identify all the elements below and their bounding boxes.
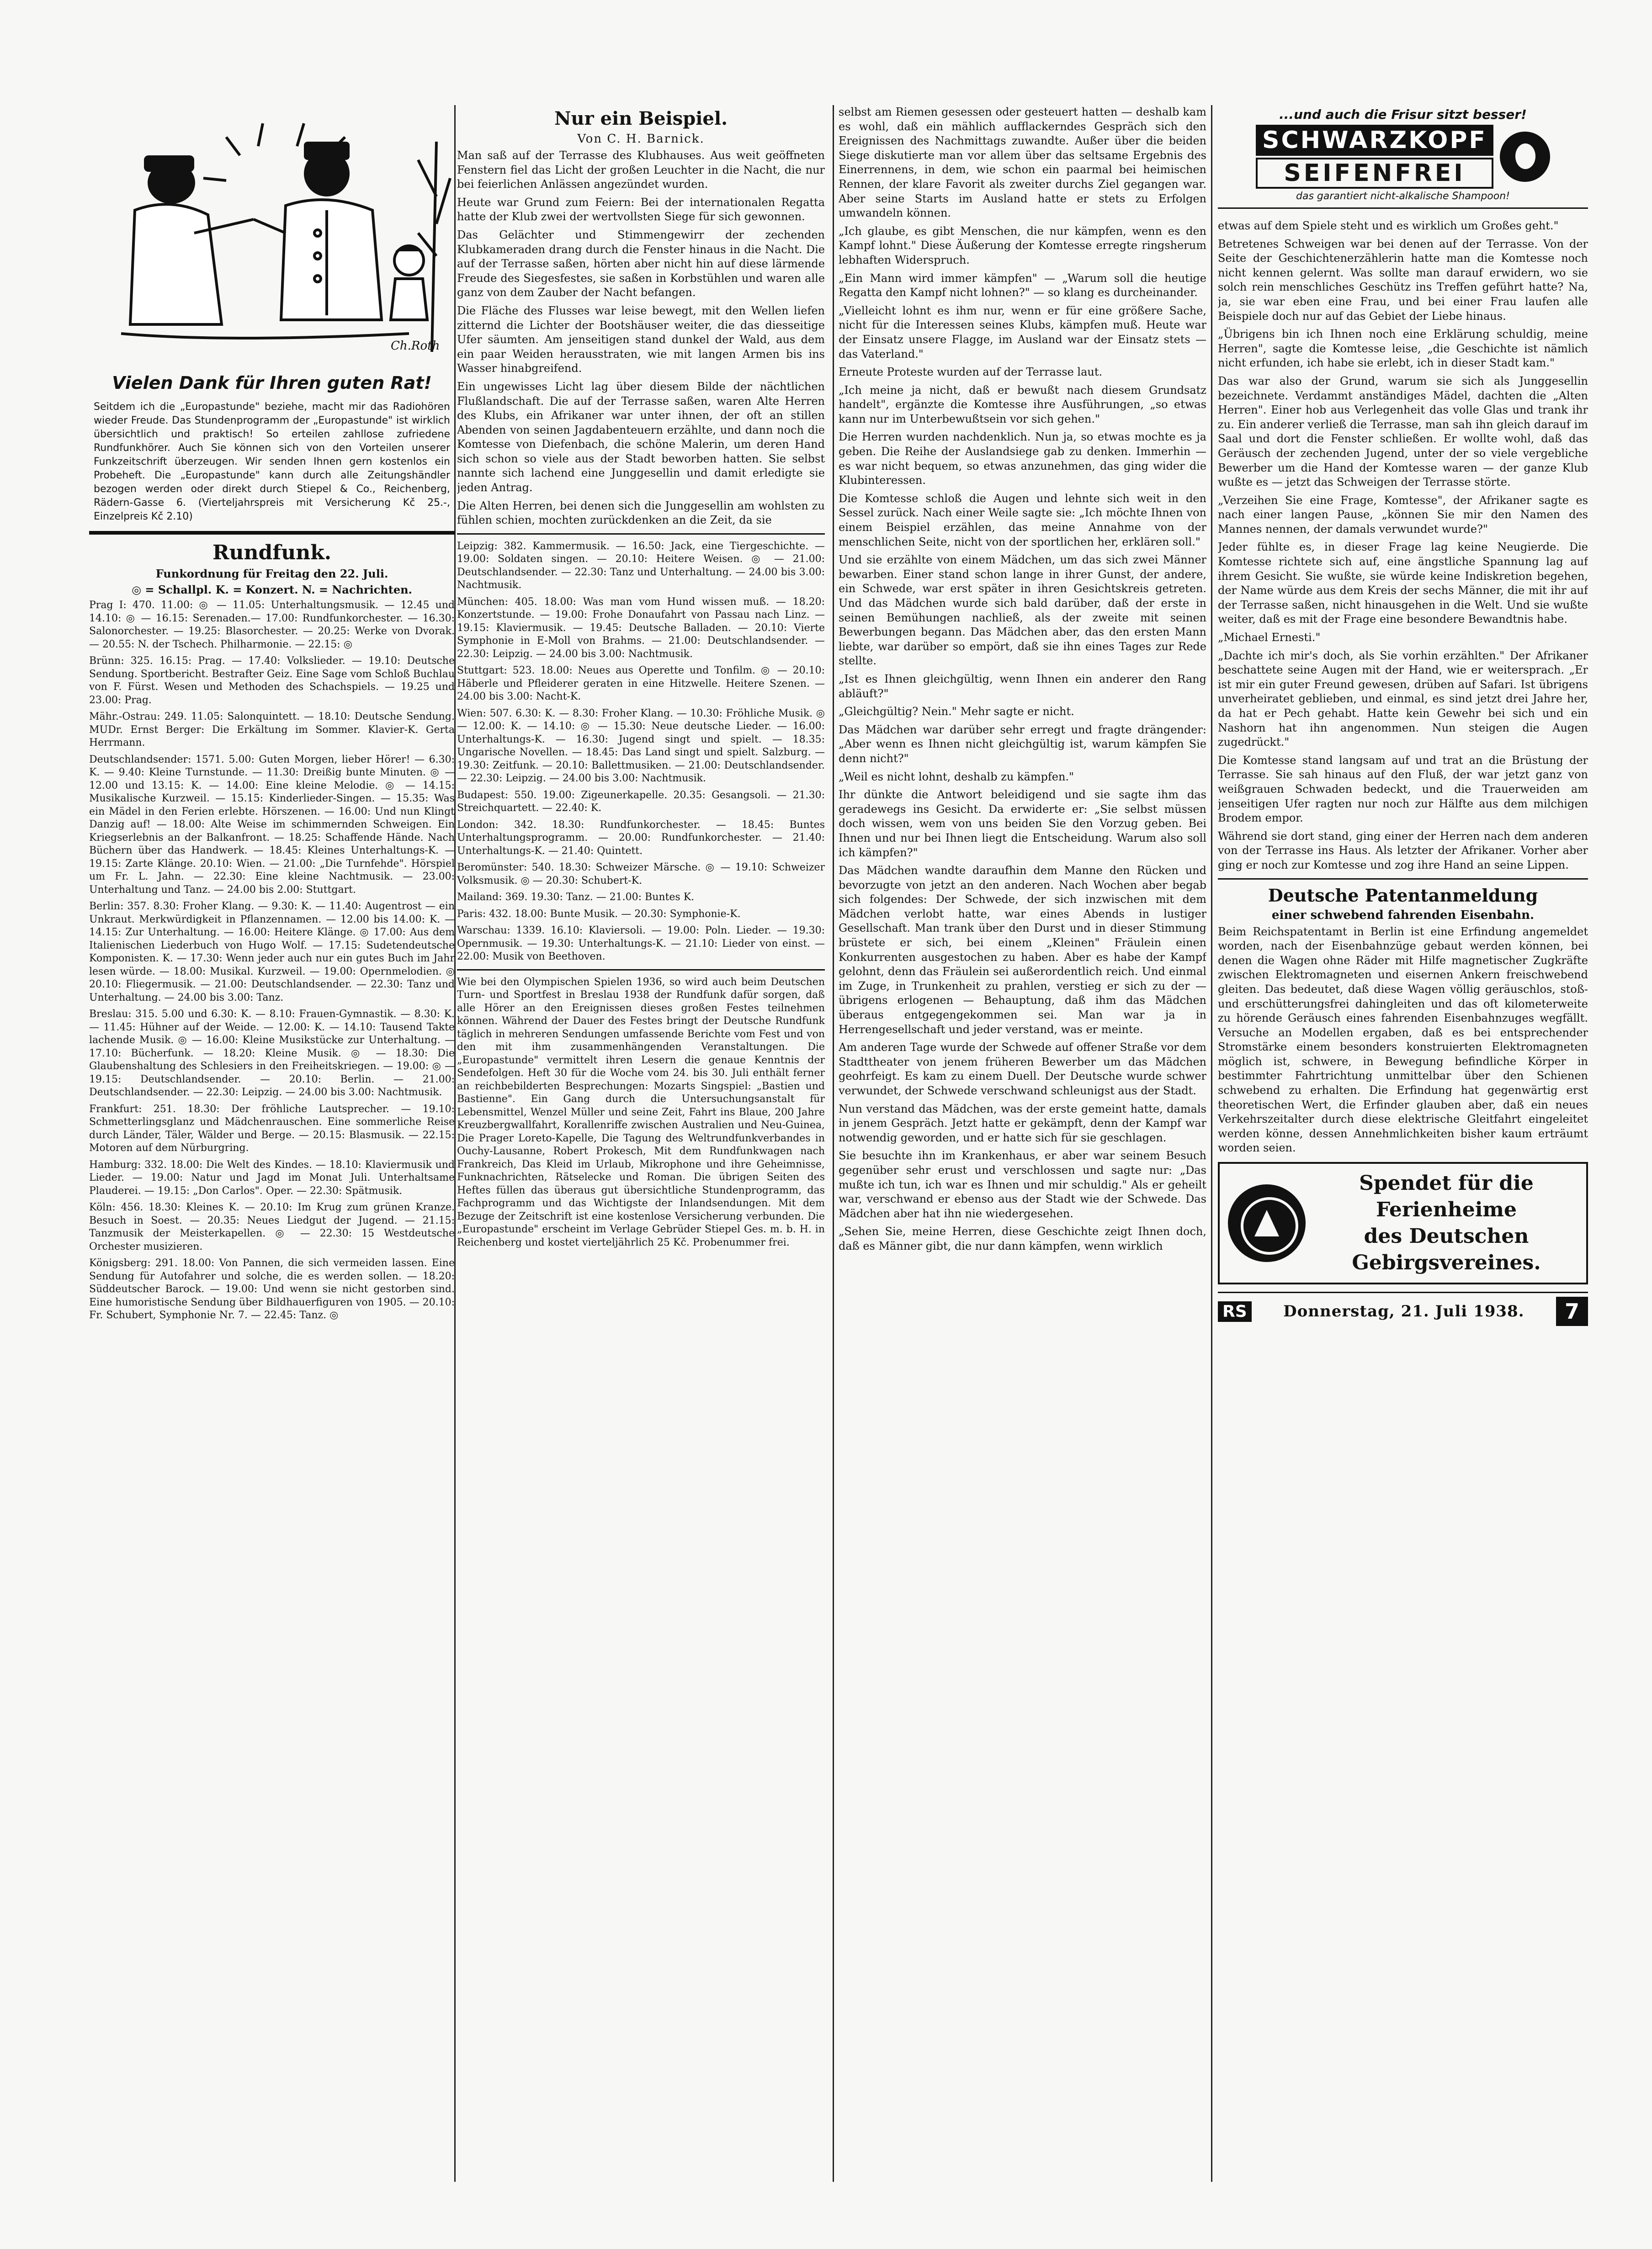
radio-entry-london: London: 342. 18.30: Rundfunkorchester. — 18.45: Buntes Unterhaltungsprogramm. — 20.00: Rundfunkorchester. — 21.40: Unterhaltungs-K. — 21.40: Quintett.	[457, 819, 825, 857]
story-paragraph: „Gleichgültig? Nein." Mehr sagte er nicht.	[839, 705, 1074, 718]
footer-date: Donnerstag, 21. Juli 1938.	[1283, 1302, 1525, 1321]
radio-entry-leipzig: Leipzig: 382. Kammermusik. — 16.50: Jack, eine Tiergeschichte. — 19.00: Soldaten singen. — 20.10: Heitere Weisen. ◎ — 21.00: Deutschlandsender. — 22.30: Tanz und Unterhaltung. — 24.00 bis 3.00: Nachtmusik.	[457, 540, 825, 591]
story-paragraph: „Ich glaube, es gibt Menschen, die nur kämpfen, wenn es den Kampf lohnt." Diese Äußerung der Komtesse erregte ringsherum lebhaften Widerspruch.	[839, 224, 1206, 266]
story-paragraph: Am anderen Tage wurde der Schwede auf offener Straße vor dem Stadttheater von jenem früheren Bewerber um das Mädchen geohrfeigt. Es kam zu einem Duell. Der Deutsche wurde schwer verwundet, der Schwede verschwand schleunigst aus der Stadt.	[839, 1041, 1206, 1097]
page-number: 7	[1556, 1297, 1588, 1326]
story-paragraph: Die Komtesse stand langsam auf und trat an die Brüstung der Terrasse. Sie sah hinaus auf den Fluß, der war jetzt ganz von weißgrauen Schwaden bedeckt, und die Trauerweiden am jenseitigen Ufer ragten nur noch zur Hälfte aus dem milchigen Brodem empor.	[1218, 753, 1588, 825]
spendet-line1: Spendet für die	[1359, 1172, 1534, 1195]
radio-subtitle: Funkordnung für Freitag den 22. Juli.	[155, 567, 388, 580]
schwarzkopf-ad	[1218, 105, 1588, 219]
schwarzkopf-head-logo-icon	[1500, 132, 1550, 182]
story-paragraph: Heute war Grund zum Feiern: Bei der internationalen Regatta hatte der Klub zwei der wertvollsten Siege für sich gewonnen.	[457, 196, 825, 223]
story-paragraph: Ihr dünkte die Antwort beleidigend und sie sagte ihm das geradewegs ins Gesicht. Da erwiderte er: „Sie selbst müssen doch wissen, wem von uns beiden Sie den Vorzug geben. Bei Ihnen und nur bei Ihnen liegt die Entscheidung. Warum also soll ich kämpfen?"	[839, 788, 1206, 859]
column-4	[1218, 105, 1588, 2189]
radio-entry-breslau: Breslau: 315. 5.00 und 6.30: K. — 8.10: Frauen-Gymnastik. — 8.30: K. — 11.45: Hühner auf der Weide. — 12.00: K. — 14.10: Tausend Takte lachende Musik. ◎ — 16.00: Kleine Musikstücke zur Unterhaltung. — 17.10: Bücherfunk. — 18.20: Kleine Musik. ◎ — 18.30: Die Glaubenshaltung des Schlesiers in den Freiheitskriegen. — 19.00: ◎ — 19.15: Deutschlandsender. — 20.10: Berlin. — 21.00: Deutschlandsender. — 22.30: Leipzig. — 24.00 bis 3.00: Nachtmusik.	[89, 1008, 455, 1098]
radio-entry-warschau: Warschau: 1339. 16.10: Klaviersoli. — 19.00: Poln. Lieder. — 19.30: Opernmusik. — 19.30: Unterhaltungs-K. — 21.10: Lieder von einst. — 22.00: Musik von Beethoven.	[457, 925, 825, 963]
story-paragraph: „Übrigens bin ich Ihnen noch eine Erklärung schuldig, meine Herren", sagte die Komtesse leise, „die Geschichte ist nämlich nicht erfunden, ich habe sie erlebt, ich in dieser Stadt kam."	[1218, 328, 1588, 370]
radio-entry-bruenn: Brünn: 325. 16.15: Prag. — 17.40: Volkslieder. — 19.10: Deutsche Sendung. Sportbericht. Bestrafter Geiz. Eine Sage vom Schloß Buchlau von F. Fürst. Wesen und Methoden des Schachspiels. — 19.25 und 23.00: Prag.	[89, 655, 455, 706]
story-paragraph: „Ist es Ihnen gleichgültig, wenn Ihnen ein anderer den Rang abläuft?"	[839, 672, 1206, 700]
story-paragraph: „Ich meine ja nicht, daß er bewußt nach diesem Grundsatz handelt", ergänzte die Komtesse ihre Ausführungen, „so etwas kann nur im Unterbewußtsein vor sich gehen."	[839, 383, 1206, 425]
radio-entry-frankfurt: Frankfurt: 251. 18.30: Der fröhliche Lautsprecher. — 19.10: Schmetterlingsglanz und Mädchenrauschen. Eine sommerliche Reise durch Länder, Täler, Wälder und Berge. — 20.15: Blasmusik. — 22.15: Motoren auf dem Nürburgring.	[89, 1103, 455, 1154]
illustration-signature: Ch.Roth	[391, 339, 440, 353]
radio-entry-koeln: Köln: 456. 18.30: Kleines K. — 20.10: Im Krug zum grünen Kranze. Besuch in Soest. — 20.35: Neues Liedgut der Jugend. — 21.15: Tanzmusik der Meisterkapellen. ◎ — 22.30: 15 Westdeutsche Orchester musizieren.	[89, 1202, 455, 1252]
story-paragraph: „Sehen Sie, meine Herren, diese Geschichte zeigt Ihnen doch, daß es Männer gibt, die nur dann kämpfen, wenn wirklich	[839, 1225, 1206, 1252]
ad-illustration	[89, 105, 455, 361]
radio-entry-mailand: Mailand: 369. 19.30: Tanz. — 21.00: Buntes K.	[457, 891, 695, 903]
story-paragraph: Das Mädchen war darüber sehr erregt und fragte drängender: „Aber wenn es Ihnen nicht gleichgültig ist, warum kämpfen Sie denn nicht?"	[839, 723, 1206, 765]
section-divider	[1218, 878, 1588, 880]
page-footer	[1218, 1292, 1588, 1326]
story-paragraph: „Weil es nicht lohnt, deshalb zu kämpfen."	[839, 770, 1074, 783]
patent-subtitle: einer schwebend fahrenden Eisenbahn.	[1271, 908, 1535, 922]
spendet-line3: des Deutschen	[1364, 1225, 1529, 1248]
radio-entry-wien: Wien: 507. 6.30: K. — 8.30: Froher Klang. — 10.30: Fröhliche Musik. ◎ — 12.00: K. — 14.10: ◎ — 15.30: Neue deutsche Lieder. — 16.00: Unterhaltungs-K. — 16.30: Jugend singt und spielt. — 18.35: Ungarische Novellen. — 18.45: Das Land singt und spielt. Salzburg. — 19.30: Zeitfunk. — 20.10: Ballettmusiken. — 21.00: Deutschlandsender. — 22.30: Leipzig. — 24.00 bis 3.00: Nachtmusik.	[457, 707, 825, 785]
radio-entry-paris: Paris: 432. 18.00: Bunte Musik. — 20.30: Symphonie-K.	[457, 908, 741, 920]
radio-entry-beromuenster: Beromünster: 540. 18.30: Schweizer Märsche. ◎ — 19.10: Schweizer Volksmusik. ◎ — 20.30: Schubert-K.	[457, 862, 825, 886]
section-divider	[89, 531, 455, 535]
ad-body: Seitdem ich die „Europastunde" beziehe, macht mir das Radiohören wieder Freude. Das Stundenprogramm der „Europastunde" ist wirklich übersichtlich und praktisch! So erteilen zahllose zufriedene Rundfunkhörer. Auch Sie können sich von den Vorteilen unserer Funkzeitschrift überzeugen. Wir senden Ihnen gern kostenlos ein Probeheft. Die „Europastunde" kann durch alle Zeitungshändler bezogen werden oder direkt durch Stiepel & Co., Reichenberg, Rädern-Gasse 6. (Vierteljahrspreis mit Versicherung Kč 25.-, Einzelpreis Kč 2.10)	[94, 401, 450, 522]
section-divider	[1218, 207, 1588, 209]
column-rule	[833, 105, 834, 2182]
spendet-line2: Ferienheime	[1376, 1198, 1517, 1222]
story-paragraph: Die Alten Herren, bei denen sich die Junggesellin am wohlsten zu fühlen schien, mochten zurückdenken an die Zeit, da sie	[457, 499, 825, 527]
radio-legend: ◎ = Schallpl. K. = Konzert. N. = Nachrichten.	[132, 583, 412, 596]
radio-entry-deutschlandsender: Deutschlandsender: 1571. 5.00: Guten Morgen, lieber Hörer! — 6.30: K. — 9.40: Kleine Turnstunde. — 11.30: Dreißig bunte Minuten. ◎ — 12.00 und 13.15: K. — 14.00: Eine kleine Melodie. ◎ — 14.15: Musikalische Kurzweil. — 15.15: Kinderlieder-Singen. — 15.35: Was ein Mädel in den Ferien erlebte. Hörszenen. — 16.00: Und nun Klingt Danzig auf! — 18.00: Alte Weise im schimmernden Schweigen. Ein Kriegserlebnis an der Balkanfront. — 18.25: Schaffende Hände. Nach Büchern über das Handwerk. — 18.45: Kleines Unterhaltungs-K. — 19.15: Zarte Klänge. 20.10: Wien. — 21.00: „Die Turnfehde". Hörspiel um Fr. L. Jahn. — 22.30: Eine kleine Nachtmusik. — 23.00: Unterhaltung und Tanz. — 24.00 bis 2.00: Stuttgart.	[89, 753, 455, 896]
radio-listeners-illustration	[89, 105, 455, 361]
radio-entry-ostrau: Mähr.-Ostrau: 249. 11.05: Salonquintett. — 18.10: Deutsche Sendung. MUDr. Ernst Berger: Die Erkältung im Sommer. Klavier-K. Gerta Herrmann.	[89, 711, 455, 748]
story-paragraph: Die Fläche des Flusses war leise bewegt, mit den Wellen liefen zitternd die Lichter der Bootshäuser weiter, die das diesseitige Ufer säumten. Am jenseitigen stand dunkel der Wald, aus dem ein paar Weiden herausstraten, wie mit langen Armen bis ins Wasser hinabgreifend.	[457, 304, 825, 375]
column-rule	[1211, 105, 1212, 2182]
story-paragraph: Betretenes Schweigen war bei denen auf der Terrasse. Von der Seite der Geschichtenerzählerin hatte man die Komtesse noch nicht kennen gelernt. Was sollte man darauf erwidern, wo sie solch rein menschliches Geschütz ins Treffen geführt hatte? Na, ja, sie war eben eine Frau, und bei einer Frau laufen alle Beispiele doch nur auf das Gebiet der Liebe hinaus.	[1218, 237, 1588, 323]
radio-title: Rundfunk.	[212, 541, 332, 564]
ad-headline: Vielen Dank für Ihren guten Rat!	[112, 373, 432, 393]
story-paragraph: Jeder fühlte es, in dieser Frage lag keine Neugierde. Die Komtesse richtete sich auf, eine ängstliche Spannung lag auf ihrem Gesicht. Sie wußte, sie würde keine Indiskretion begehen, der Name würde aus dem Kreis der sechs Männer, die mit ihr auf der Terrasse saßen, nicht hinausgehen in die Welt. Und sie wußte weiter, daß es mit der Frage eine besondere Bewandtnis habe.	[1218, 541, 1588, 626]
story-paragraph: Das Gelächter und Stimmengewirr der zechenden Klubkameraden drang durch die Fenster hinaus in die Nacht. Die auf der Terrasse saßen, hörten aber nicht hin auf diese lärmende Freude des Siegesfestes, sie saßen in Korbstühlen und waren alle ganz von dem Zauber der Nacht befangen.	[457, 228, 825, 299]
radio-entry-koenigsberg: Königsberg: 291. 18.00: Von Pannen, die sich vermeiden lassen. Eine Sendung für Autofahrer und solche, die es werden sollen. — 18.20: Süddeutscher Barock. — 19.00: Und wenn sie nicht gestorben sind. Eine humoristische Sendung über Bildhauerfiguren von 1905. — 20.10: Fr. Schubert, Symphonie Nr. 7. — 22.45: Tanz. ◎	[89, 1257, 455, 1321]
story-paragraph: Die Herren wurden nachdenklich. Nun ja, so etwas mochte es ja geben. Die Reihe der Auslandsiege gab zu denken. Immerhin — es war nicht bequem, so etwas anzunehmen, das ging wider die Klubinteressen.	[839, 430, 1206, 487]
spendet-line4: Gebirgsvereines.	[1352, 1251, 1541, 1275]
story-paragraph: Man saß auf der Terrasse des Klubhauses. Aus weit geöffneten Fenstern fiel das Licht der großen Leuchter in die Nacht, die nur bei feierlichen Anlässen angezündet wurden.	[457, 149, 825, 191]
story-paragraph: Die Komtesse schloß die Augen und lehnte sich weit in den Sessel zurück. Nach einer Weile sagte sie: „Ich möchte Ihnen von einem Beispiel erzählen, das meine Annahme von der menschlichen Seite, nicht von der sportlichen her, erklären soll."	[839, 492, 1206, 548]
story-title: Nur ein Beispiel.	[554, 108, 728, 129]
story-paragraph: Nun verstand das Mädchen, was der erste gemeint hatte, damals in jenem Gespräch. Jetzt hatte er gekämpft, denn der Kampf war notwendig geworden, und er hatte sich für sie geschlagen.	[839, 1102, 1206, 1144]
column-3	[839, 105, 1206, 2180]
column-1	[89, 105, 455, 1326]
story-paragraph: Erneute Proteste wurden auf der Terrasse laut.	[839, 366, 1103, 379]
story-paragraph: „Dachte ich mir's doch, als Sie vorhin erzählten." Der Afrikaner beschattete seine Augen mit der Hand, wie er weitersprach. „Er ist mir ein guter Freund gewesen, drüben auf Safari. Ist übrigens unverheiratet geblieben, und einmal, es sind jetzt drei Jahre her, da hat er Pech gehabt. Hatte kein Gewehr bei sich und ein Nashorn hat ihn angenommen. Nun steigen die Augen zugedrückt."	[1218, 649, 1588, 749]
schwarzkopf-sub: das garantiert nicht-alkalische Shampoon!	[1296, 191, 1510, 202]
schwarzkopf-brand: SCHWARZKOPF	[1256, 125, 1493, 156]
radio-entry-hamburg: Hamburg: 332. 18.00: Die Welt des Kindes. — 18.10: Klaviermusik und Lieder. — 19.00: Natur und Jagd im Monat Juli. Unterhaltsame Plauderei. — 19.15: „Don Carlos". Oper. — 22.30: Spätmusik.	[89, 1159, 455, 1197]
radio-entry-berlin: Berlin: 357. 8.30: Froher Klang. — 9.30: K. — 11.40: Augentrost — ein Unkraut. Merkwürdigkeit in Pflanzennamen. — 12.00 bis 14.00: K. — 14.15: Zur Unterhaltung. — 16.00: Heitere Klänge. ◎ 17.00: Aus dem Italienischen Liederbuch von Hugo Wolf. — 17.15: Sudetendeutsche Komponisten. K. — 17.30: Wenn jeder auch nur ein gutes Buch im Jahr lesen würde. — 18.00: Musikal. Kurzweil. — 19.00: Opernmelodien. ◎ 20.10: Fliegermusik. — 21.00: Deutschlandsender. — 22.30: Tanz und Unterhaltung. — 24.00 bis 3.00: Tanz.	[89, 901, 455, 1003]
column-2	[457, 105, 825, 2180]
olympia-notice: Wie bei den Olympischen Spielen 1936, so wird auch beim Deutschen Turn- und Sportfest in Breslau 1938 der Rundfunk dafür sorgen, daß alle Hörer an den Ereignissen dieses großen Festes teilnehmen können. Während der Dauer des Festes bringt der Deutsche Rundfunk täglich in mehreren Sendungen umfassende Berichte vom Fest und von den mit ihm zusammenhängenden Veranstaltungen. Die „Europastunde" vermittelt ihren Lesern die genaue Kenntnis der Sendefolgen. Heft 30 für die Woche vom 24. bis 30. Juli enthält ferner an reichbebilderten Besprechungen: Mozarts Singspiel: „Bastien und Bastienne". Ein Gang durch die Untersuchungsanstalt für Lebensmittel, Wenzel Müller und seine Zeit, Fahrt ins Blaue, 200 Jahre Kreuzbergwallfahrt, Korallenriffe zwischen Australien und Neu-Guinea, Die Prager Loreto-Kapelle, Die Tagung des Weltrundfunkverbandes in Ouchy-Lausanne, Robert Prokesch, Mit dem Rundfunkwagen nach Frankreich, Das Kleid im Urlaub, Mikrophone und ihre Geheimnisse, Funknachrichten, Rätselecke und Roman. Die übrigen Seiten des Heftes füllen das überaus gut übersichtliche Stundenprogramm, das Fachprogramm und das Wichtigste der Inlandsendungen. Mit dem Bezuge der Zeitschrift ist eine kostenlose Versicherung verbunden. Die „Europastunde" erscheint im Verlage Gebrüder Stiepel Ges. m. b. H. in Reichenberg und kostet vierteljährlich 25 Kč. Probenummer frei.	[457, 976, 825, 1248]
story-paragraph: Ein ungewisses Licht lag über diesem Bilde der nächtlichen Flußlandschaft. Die auf der Terrasse saßen, waren Alte Herren des Klubs, ein Afrikaner war unter ihnen, der oft an stillen Abenden von seinen Jagdabenteuern erzählte, und dann noch die Komtesse von Diefenbach, die schöne Malerin, um deren Hand sich schon so viele aus der Stadt beworben hatten. Sie selbst nannte sich lachend eine Junggesellin und damit erledigte sie jeden Antrag.	[457, 380, 825, 494]
story-paragraph: Das Mädchen wandte daraufhin dem Manne den Rücken und bevorzugte von jetzt an den anderen. Nach Wochen aber begab sich folgendes: Der Schwede, der sich inzwischen mit dem Mädchen verlobt hatte, war eines Abends in lustiger Gesellschaft. Man trank über den Durst und in dieser Stimmung brüstete er sich, bei einem „Kleinen" Fräulein einen Konkurrenten ausgestochen zu haben. Aber es habe der Kampf gelohnt, denn das Fräulein sei außerordentlich reich. Und einmal im Zuge, in Trunkenheit zu prahlen, verstieg er sich zu der — übrigens erlogenen — Behauptung, daß ihm das Mädchen überaus entgegengekommen sei. Man war ja in Herrengesellschaft und jeder verstand, was er meinte.	[839, 864, 1206, 1036]
spendet-ad	[1218, 1162, 1588, 1284]
radio-entry-muenchen: München: 405. 18.00: Was man vom Hund wissen muß. — 18.20: Konzertstunde. — 19.00: Frohe Donaufahrt von Passau nach Linz. — 19.15: Klaviermusik. — 19.45: Deutsche Balladen. — 20.10: Vierte Symphonie in E-Moll von Brahms. — 21.00: Deutschlandsender. — 22.30: Leipzig. — 24.00 bis 3.00: Nachtmusik.	[457, 596, 825, 660]
radio-entry-stuttgart: Stuttgart: 523. 18.00: Neues aus Operette und Tonfilm. ◎ — 20.10: Häberle und Pfleiderer geraten in eine Hitzwelle. Heitere Szenen. — 24.00 bis 3.00: Nacht-K.	[457, 665, 825, 703]
story-byline: Von C. H. Barnick.	[577, 132, 705, 146]
gebirgsverein-emblem-icon	[1228, 1184, 1306, 1262]
schwarzkopf-product: SEIFENFREI	[1256, 158, 1493, 189]
story-paragraph: selbst am Riemen gesessen oder gesteuert hatten — deshalb kam es wohl, daß ein mählich aufflackerndes Gespräch sich den Ereignissen des Nachmittags zuwandte. Außer über die beiden Siege diskutierte man vor allem über das seltsame Ergebnis des Einerrennens, in dem, wie schon ein paarmal bei heimischen Rennen, der klare Favorit als zweiter durchs Ziel gegangen war. Aber seine Starts im Ausland hatte er stets zu Erfolgen umwandeln können.	[839, 106, 1206, 220]
radio-entry-budapest: Budapest: 550. 19.00: Zigeunerkapelle. 20.35: Gesangsoli. — 21.30: Streichquartett. — 22.40: K.	[457, 789, 825, 814]
story-paragraph: „Ein Mann wird immer kämpfen" — „Warum soll die heutige Regatta den Kampf nicht lohnen?" — so klang es durcheinander.	[839, 271, 1206, 299]
story-paragraph: „Verzeihen Sie eine Frage, Komtesse", der Afrikaner sagte es nach einer langen Pause, „können Sie mir den Namen des Mannes nennen, der damals verwundet wurde?"	[1218, 493, 1588, 536]
story-paragraph: Das war also der Grund, warum sie sich als Junggesellin bezeichnete. Verdammt anständiges Mädel, dachten die „Alten Herren". Einer hob aus Verlegenheit das volle Glas und trank ihr zu. Ein anderer verließ die Terrasse, man sah ihn gleich darauf im Saal und dort die Fenster schließen. Er wollte wohl, daß das Geräusch der zechenden Jugend, unter der so viele vergebliche Bewerber um die Hand der Komtesse waren — der ganze Klub wußte es — jetzt das Schweigen der Terrasse störte.	[1218, 374, 1588, 489]
section-divider	[457, 533, 825, 535]
patent-title: Deutsche Patentanmeldung	[1268, 885, 1538, 906]
story-paragraph: Sie besuchte ihn im Krankenhaus, er aber war seinem Besuch gegenüber sehr erust und verschlossen und sagte nur: „Das mußte ich tun, ich war es Ihnen und mir schuldig." Als er geheilt war, verschwand er ebenso aus der Stadt wie der Schwede. Das Mädchen aber hat ihn nie wiedergesehen.	[839, 1149, 1206, 1220]
story-paragraph: Und sie erzählte von einem Mädchen, um das sich zwei Männer bewarben. Einer stand schon lange in ihrer Gunst, der andere, ein Schwede, war erst später in ihren Gesichtskreis getreten. Und das Mädchen wurde sich bald darüber, daß der erste in seinen Bemühungen nachließ, als der zweite mit seinen Bewerbungen begann. Das Mädchen aber, das den ersten Mann liebte, war darüber so empört, daß sie ihn eines Tages zur Rede stellte.	[839, 553, 1206, 668]
story-paragraph: etwas auf dem Spiele steht und es wirklich um Großes geht."	[1218, 219, 1559, 232]
patent-body: Beim Reichspatentamt in Berlin ist eine Erfindung angemeldet worden, nach der Eisenbahnzüge gebaut werden können, bei denen die Wagen ohne Räder mit Hilfe magnetischer Zugkräfte zwischen Elektromagneten und eisernen Ankern freischwebend gleiten. Das bedeutet, daß diese Wagen völlig geräuschlos, stoß- und erschütterungsfrei dahingleiten und das oft kilometerweite zu hörende Geräusch eines fahrenden Eisenbahnzuges wegfällt. Versuche an Modellen ergaben, daß es bei entsprechender Stromstärke einem besonders konstruierten Elektromagneten möglich ist, schwere, in Bewegung befindliche Körper in bestimmter Fahrtrichtung unmittelbar über den Schienen schwebend zu erhalten. Die Erfindung hat gegenwärtig erst theoretischen Wert, die Erfinder glauben aber, daß ein neues Verkehrszeitalter durch diese elektrische Gleitfahrt eingeleitet werden könne, dessen Annehmlichkeiten bisher kaum erträumt worden seien.	[1218, 925, 1588, 1155]
radio-entry-prag: Prag I: 470. 11.00: ◎ — 11.05: Unterhaltungsmusik. — 12.45 und 14.10: ◎ — 16.15: Serenaden.— 17.00: Rundfunkorchester. — 16.30: Salonorchester. — 19.25: Blasorchester. — 20.25: Werke von Dvorak. — 20.55: N. der Tschech. Philharmonie. — 22.15: ◎	[89, 599, 455, 650]
story-paragraph: „Michael Ernesti."	[1218, 631, 1321, 644]
schwarzkopf-tagline: ...und auch die Frisur sitzt besser!	[1279, 107, 1527, 122]
publisher-logo: RS	[1218, 1301, 1252, 1322]
story-paragraph: „Vielleicht lohnt es ihm nur, wenn er für eine größere Sache, nicht für die Interessen seines Klubs, kämpfen muß. Heute war der Einsatz unsere Flagge, im Ausland war der Einsatz stets — das Vaterland."	[839, 304, 1206, 361]
story-paragraph: Während sie dort stand, ging einer der Herren nach dem anderen von der Terrasse ins Haus. Als letzter der Afrikaner. Vorher aber ging er noch zur Komtesse und zog ihre Hand an seine Lippen.	[1218, 829, 1588, 871]
section-divider	[457, 969, 825, 971]
